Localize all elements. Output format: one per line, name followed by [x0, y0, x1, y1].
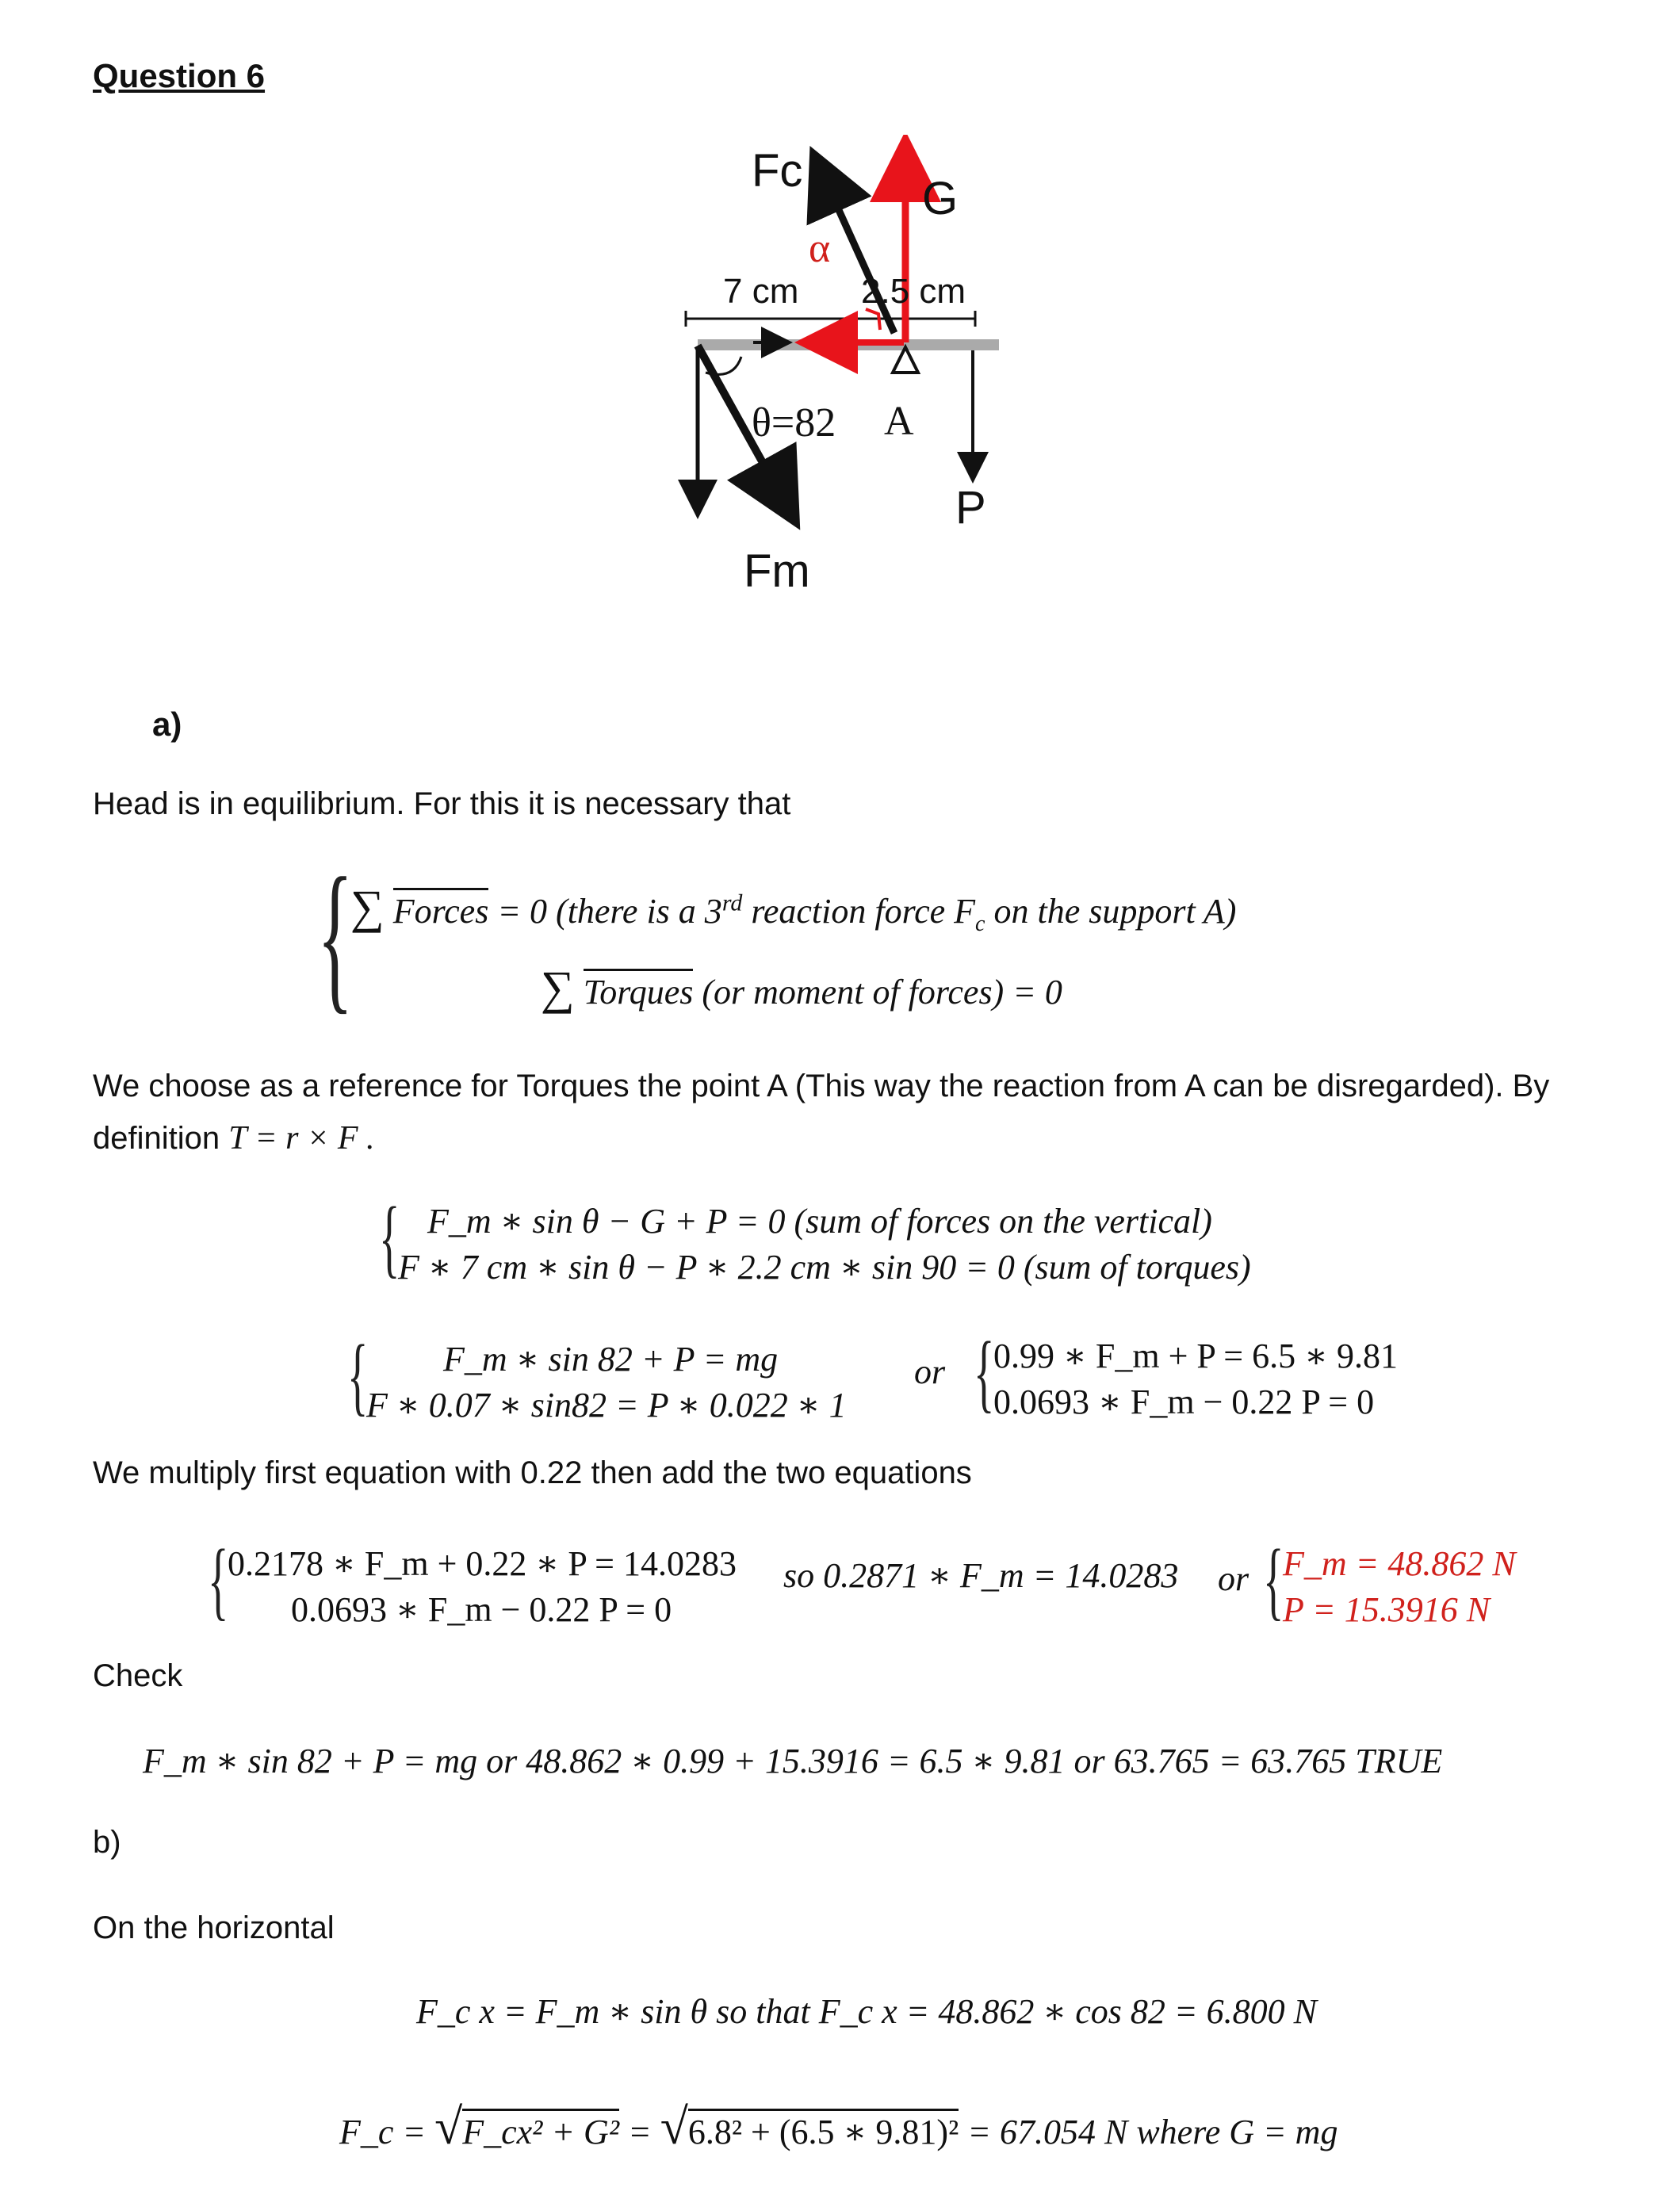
sys4-line2: 0.0693 ∗ F_m − 0.22 P = 0: [291, 1590, 672, 1629]
label-alpha: α: [809, 226, 831, 271]
sys3-line1: 0.99 ∗ F_m + P = 6.5 ∗ 9.81: [993, 1337, 1398, 1375]
reference-text-line1: We choose as a reference for Torques the point A (This way the reaction from A can be disregarded). By: [93, 1069, 1550, 1103]
label-a: A: [884, 399, 914, 444]
system4: [228, 1541, 737, 1633]
label-theta: θ=82: [752, 400, 836, 446]
system1-brace: {: [379, 1189, 400, 1286]
system2: [366, 1337, 847, 1428]
sys4-line1: 0.2178 ∗ F_m + 0.22 ∗ P = 14.0283: [228, 1544, 737, 1583]
equilibrium-intro: Head is in equilibrium. For this it is necessary that: [93, 786, 791, 821]
label-g: G: [922, 173, 959, 224]
label-25cm: 2.5 cm: [861, 272, 966, 311]
forces-condition: ∑ Forces = 0 (there is a 3rd reaction force $F_c$ on the support A): [350, 881, 1237, 936]
result-values: [1283, 1541, 1516, 1633]
force-diagram: [658, 135, 1007, 626]
system3-brace: {: [974, 1324, 995, 1421]
fc-equation: F_c = √F_cx² + G² = √6.8² + (6.5 ∗ 9.81)² = 67.054 N where G = mg: [339, 2098, 1338, 2155]
label-p: P: [955, 482, 986, 533]
sys3-line2: 0.0693 ∗ F_m − 0.22 P = 0: [993, 1383, 1375, 1421]
part-b-label: b): [93, 1825, 121, 1860]
reference-text-line2: definition T = r × F .: [93, 1120, 375, 1157]
conditions-brace: {: [317, 844, 354, 1028]
fcx-equation: F_c x = F_m ∗ sin θ so that F_c x = 48.862 ∗ cos 82 = 6.800 N: [416, 1992, 1317, 2031]
or-label-2: or: [1218, 1559, 1249, 1598]
label-fm: Fm: [744, 545, 810, 597]
support-a-triangle: [893, 347, 918, 373]
system1: [398, 1199, 1251, 1291]
sys1-line1: F_m ∗ sin θ − G + P = 0 (sum of forces on the vertical): [427, 1202, 1212, 1241]
question-title: Question 6: [93, 57, 266, 94]
part-a-label: a): [152, 706, 182, 743]
multiply-text: We multiply first equation with 0.22 then add the two equations: [93, 1455, 972, 1490]
sys2-line2: F ∗ 0.07 ∗ sin82 = P ∗ 0.022 ∗ 1: [366, 1386, 847, 1425]
so-equation: so 0.2871 ∗ F_m = 14.0283: [783, 1556, 1179, 1595]
label-fc: Fc: [752, 145, 803, 197]
or-label-1: or: [914, 1352, 946, 1391]
sys1-line2: F ∗ 7 cm ∗ sin θ − P ∗ 2.2 cm ∗ sin 90 = 0 (sum of torques): [398, 1248, 1251, 1287]
check-label: Check: [93, 1658, 183, 1693]
system4-brace: {: [208, 1532, 229, 1628]
torques-condition: ∑ Torques (or moment of forces) = 0: [541, 962, 1062, 1014]
check-equation: F_m ∗ sin 82 + P = mg or 48.862 ∗ 0.99 + 15.3916 = 6.5 ∗ 9.81 or 63.765 = 63.765 TRUE: [143, 1742, 1443, 1780]
system3: [993, 1333, 1398, 1425]
system2-brace: {: [347, 1327, 369, 1424]
label-7cm: 7 cm: [723, 272, 799, 311]
horizontal-label: On the horizontal: [93, 1910, 335, 1945]
result-brace: {: [1263, 1532, 1284, 1628]
result-fm: F_m = 48.862 N: [1283, 1544, 1516, 1583]
sys2-line1: F_m ∗ sin 82 + P = mg: [443, 1340, 779, 1379]
result-p: P = 15.3916 N: [1283, 1590, 1491, 1629]
